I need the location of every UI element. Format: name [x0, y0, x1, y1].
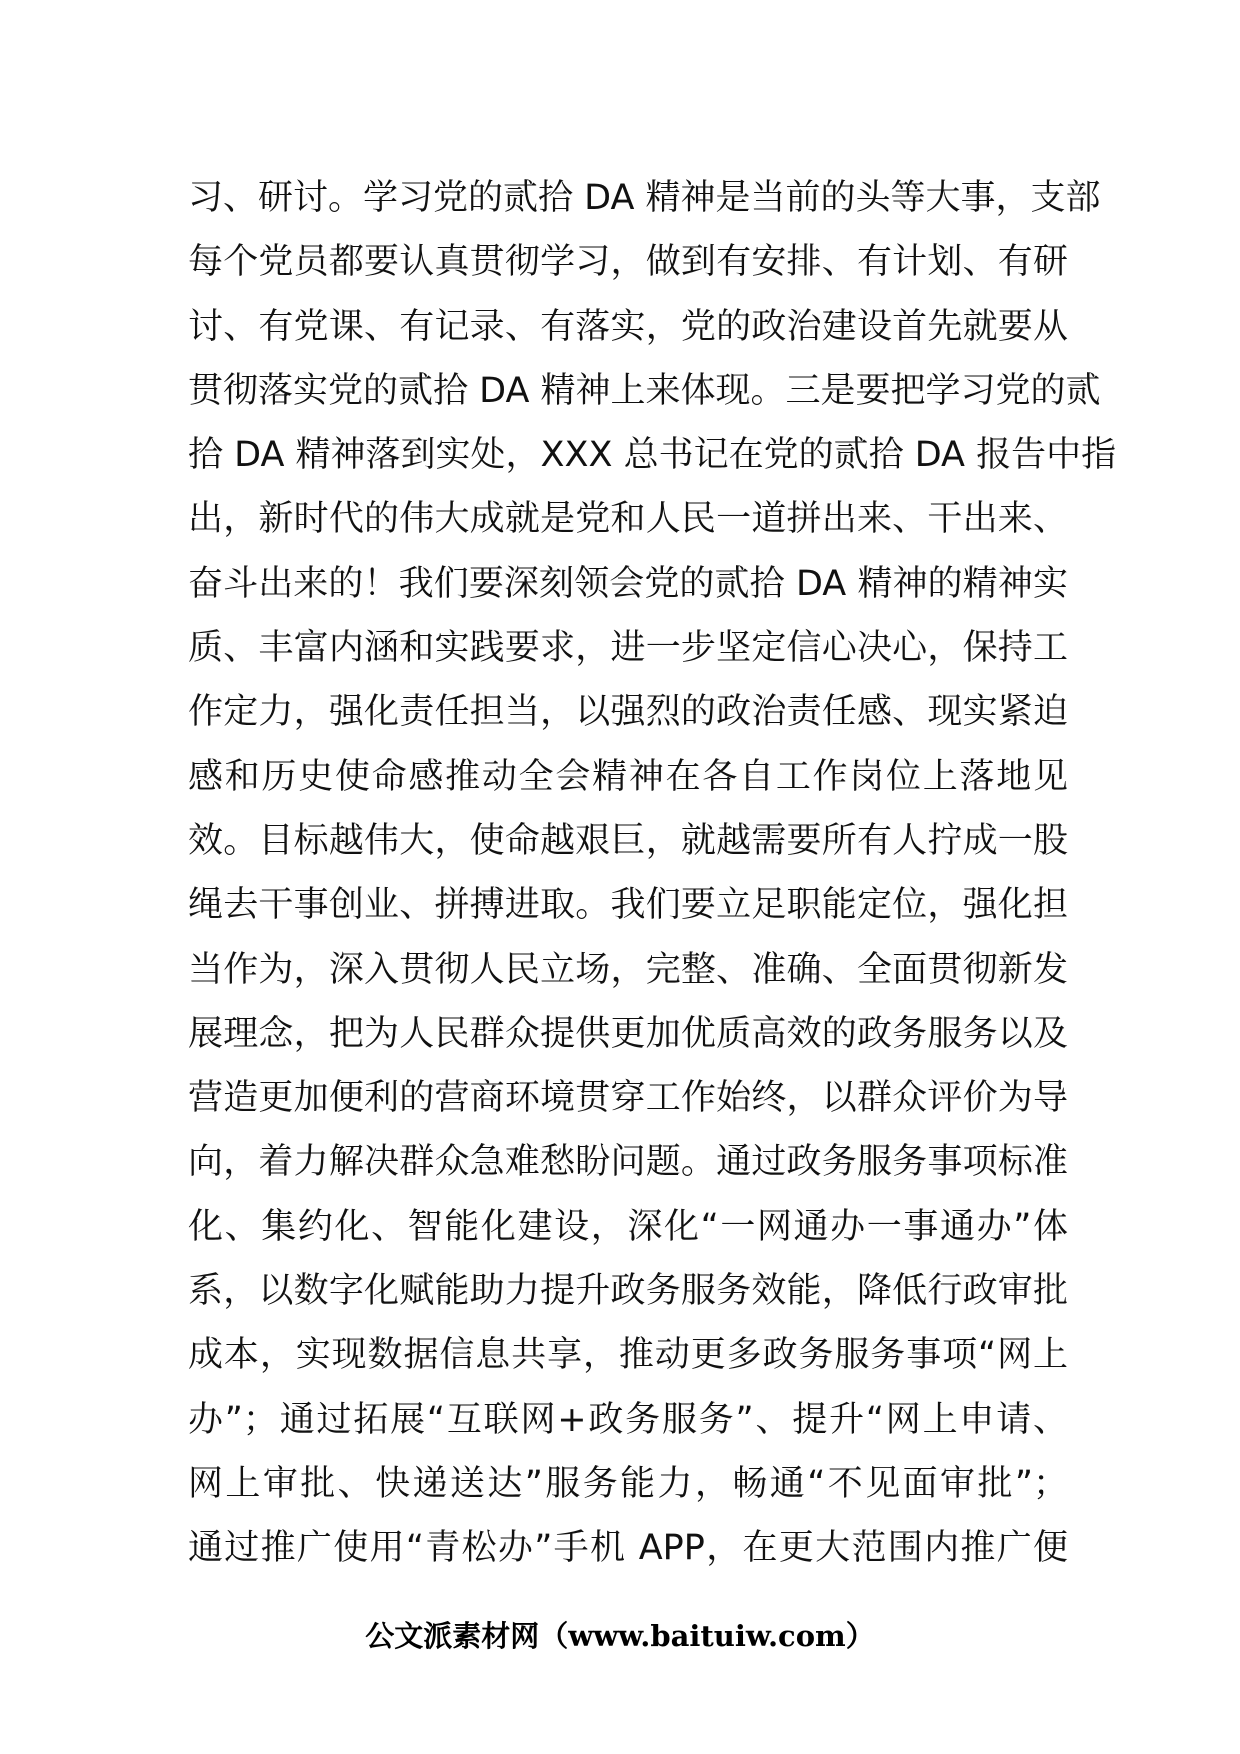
- text-line: 化、集约化、智能化建设，深化“一网通办一事通办”体: [188, 1206, 1068, 1247]
- text-line: 向，着力解决群众急难愁盼问题。通过政务服务事项标准: [188, 1142, 1068, 1183]
- text-line: 绳去干事创业、拼搏进取。我们要立足职能定位，强化担: [188, 885, 1068, 926]
- text-line: 每个党员都要认真贯彻学习，做到有安排、有计划、有研: [188, 242, 1068, 283]
- text-line: 作定力，强化责任担当，以强烈的政治责任感、现实紧迫: [188, 692, 1068, 733]
- text-line: 感和历史使命感推动全会精神在各自工作岗位上落地见: [188, 756, 1068, 797]
- text-line: 质、丰富内涵和实践要求，进一步坚定信心决心，保持工: [188, 628, 1068, 669]
- text-line: 办”；通过拓展“互联网+政务服务”、提升“网上申请、: [188, 1399, 1068, 1440]
- body-text: [188, 166, 1117, 1581]
- text-line: 营造更加便利的营商环境贯穿工作始终，以群众评价为导: [188, 1078, 1068, 1119]
- text-line: 出，新时代的伟大成就是党和人民一道拼出来、干出来、: [188, 499, 1068, 540]
- text-line: 拾 DA 精神落到实处，XXX 总书记在党的贰拾 DA 报告中指: [188, 435, 1117, 476]
- text-line: 通过推广使用“青松办”手机 APP，在更大范围内推广便: [188, 1528, 1068, 1569]
- footer-source: 公文派素材网（www.baituiw.com）: [365, 1619, 875, 1653]
- text-line: 奋斗出来的！我们要深刻领会党的贰拾 DA 精神的精神实: [188, 563, 1068, 604]
- text-line: 成本，实现数据信息共享，推动更多政务服务事项“网上: [188, 1335, 1068, 1376]
- text-line: 习、研讨。学习党的贰拾 DA 精神是当前的头等大事，支部: [188, 178, 1101, 218]
- text-line: 讨、有党课、有记录、有落实，党的政治建设首先就要从: [188, 306, 1068, 347]
- text-line: 网上审批、快递送达”服务能力，畅通“不见面审批”；: [188, 1463, 1068, 1504]
- text-line: 系，以数字化赋能助力提升政务服务效能，降低行政审批: [188, 1271, 1068, 1312]
- text-line: 当作为，深入贯彻人民立场，完整、准确、全面贯彻新发: [188, 949, 1068, 990]
- text-line: 贯彻落实党的贰拾 DA 精神上来体现。三是要把学习党的贰: [188, 370, 1101, 411]
- text-line: 效。目标越伟大，使命越艰巨，就越需要所有人拧成一股: [188, 820, 1068, 861]
- text-line: 展理念，把为人民群众提供更加优质高效的政务服务以及: [188, 1013, 1068, 1054]
